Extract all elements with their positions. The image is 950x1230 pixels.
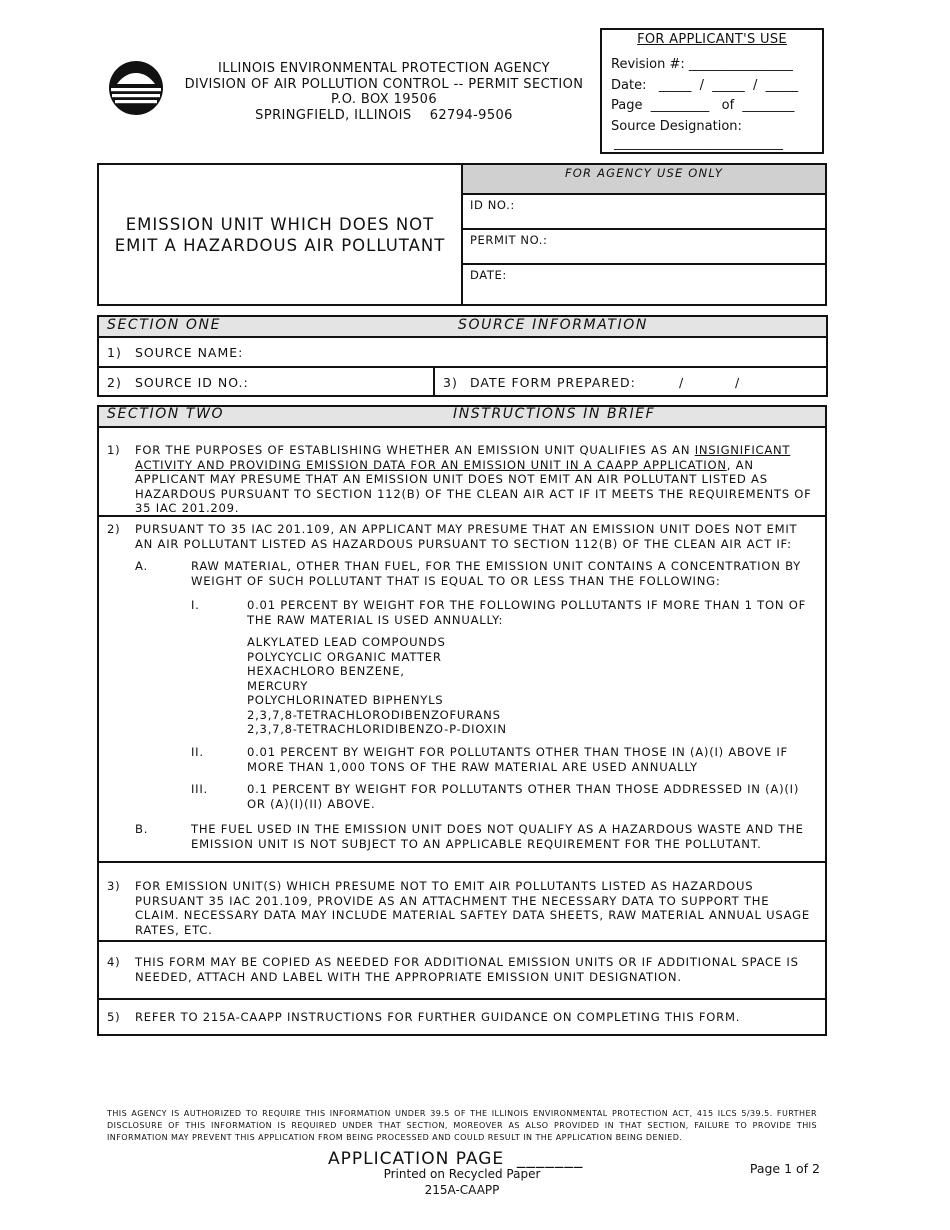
agency-name: ILLINOIS ENVIRONMENTAL PROTECTION AGENCY [217, 61, 550, 76]
sub-a-label: A. [135, 559, 148, 573]
item-5-text: REFER TO 215A-CAAPP INSTRUCTIONS FOR FURTHER GUIDANCE ON COMPLETING THIS FORM. [135, 1010, 741, 1024]
item-1-number: 1) [107, 443, 121, 457]
item-2-text: PURSUANT TO 35 IAC 201.109, AN APPLICANT MAY PRESUME THAT AN EMISSION UNIT DOES NOT EMIT AN AIR POLLUTANT LISTED AS HAZARDOUS PURSUANT TO SECTION 112(B) OF THE CLEAN AIR ACT IF: [135, 522, 798, 551]
revision-field[interactable]: Revision #: ________________ [611, 57, 793, 72]
item-1-text-a: FOR THE PURPOSES OF ESTABLISHING WHETHER AN EMISSION UNIT QUALIFIES AS AN [135, 443, 695, 457]
instruction-item-2 [99, 517, 825, 863]
item-5-number: 5) [107, 1010, 121, 1024]
section-one-header [99, 317, 826, 338]
source-name-label: SOURCE NAME: [135, 345, 244, 360]
legal-notice: THIS AGENCY IS AUTHORIZED TO REQUIRE THIS INFORMATION UNDER 39.5 OF THE ILLINOIS ENVIRONMENTAL PROTECTION ACT, 415 ILCS 5/39.5. FURTHER DISCLOSURE OF THIS INFORMATION IS REQUIRED UNDER THAT SECTION, MOREOVER AS ALSO PROVIDED IN THAT SECTION, FAILURE TO PROVIDE THIS INFORMATION MAY PREVENT THIS APPLICATION FROM BEING PROCESSED AND COULD RESULT IN THE APPLICATION BEING DENIED. [107, 1109, 817, 1142]
section-two-header [99, 407, 825, 428]
instruction-item-3 [99, 863, 825, 942]
agency-id-field[interactable]: ID NO.: [463, 195, 825, 230]
sub-a-ii-label: II. [191, 745, 204, 759]
agency-permit-field[interactable]: PERMIT NO.: [463, 230, 825, 265]
source-designation-label: Source Designation: [611, 119, 742, 134]
q2-number: 2) [107, 375, 122, 390]
list-item: POLYCYCLIC ORGANIC MATTER [247, 649, 442, 664]
item-4-text: THIS FORM MAY BE COPIED AS NEEDED FOR ADDITIONAL EMISSION UNITS OR IF ADDITIONAL SPACE IS NEEDED, ATTACH AND LABEL WITH THE APPROPRIATE EMISSION UNIT DESIGNATION. [135, 955, 799, 984]
sub-a-iii-label: III. [191, 782, 208, 796]
q3-number: 3) [443, 375, 458, 390]
section-two-label: SECTION TWO [107, 406, 225, 422]
list-item: HEXACHLORO BENZENE, [247, 664, 405, 678]
page-of-field[interactable]: Page _________ of ________ [611, 98, 795, 113]
section-one-label: SECTION ONE [107, 317, 222, 333]
date-slash-1: / [679, 375, 685, 390]
form-title [99, 165, 463, 304]
sub-a-text: RAW MATERIAL, OTHER THAN FUEL, FOR THE EMISSION UNIT CONTAINS A CONCENTRATION BY WEIGHT OF SUCH POLLUTANT THAT IS EQUAL TO OR LESS THAN THE FOLLOWING: [191, 559, 801, 588]
agency-po-box: P.O. BOX 19506 [330, 92, 437, 107]
sub-a-i-text: 0.01 PERCENT BY WEIGHT FOR THE FOLLOWING POLLUTANTS IF MORE THAN 1 TON OF THE RAW MATERIAL IS USED ANNUALLY: [247, 598, 806, 627]
agency-use-header: FOR AGENCY USE ONLY [463, 165, 825, 195]
section-one [97, 315, 828, 397]
instruction-item-1 [99, 428, 825, 517]
section-two-title: INSTRUCTIONS IN BRIEF [453, 406, 656, 422]
revision-date-field[interactable]: Date: _____ / _____ / _____ [611, 78, 799, 93]
form-number: 215A-CAAPP [424, 1183, 500, 1197]
sub-b-label: B. [135, 822, 149, 836]
item-4-number: 4) [107, 955, 121, 969]
sub-a-iii-text: 0.1 PERCENT BY WEIGHT FOR POLLUTANTS OTHER THAN THOSE ADDRESSED IN (A)(I) OR (A)(I)(II) ABOVE. [247, 782, 800, 811]
source-id-label: SOURCE ID NO.: [135, 375, 249, 390]
recycled-paper-note: Printed on Recycled Paper [383, 1167, 541, 1181]
list-item: POLYCHLORINATED BIPHENYLS [247, 693, 444, 707]
item-1-text-b: , AN APPLICANT MAY PRESUME THAT AN EMISSION UNIT DOES NOT EMIT AN AIR POLLUTANT LISTED AS HAZARDOUS PURSUANT TO SECTION 112(B) OF THE CLEAN AIR ACT IF IT MEETS THE REQUIREMENTS OF 35 IAC 201.209. [135, 457, 812, 515]
date-prepared-field[interactable] [435, 368, 826, 397]
section-two [97, 405, 827, 1036]
source-id-row [99, 368, 826, 397]
form-title-line1: EMISSION UNIT WHICH DOES NOT [125, 214, 435, 234]
form-title-line2: EMIT A HAZARDOUS AIR POLLUTANT [114, 235, 446, 255]
item-1-underline-2: ACTIVITY AND PROVIDING EMISSION DATA FOR AN EMISSION UNIT IN A CAAPP APPLICATION [135, 457, 727, 472]
sub-a-i-label: I. [191, 598, 200, 612]
agency-city: SPRINGFIELD, ILLINOIS 62794-9506 [255, 107, 513, 123]
list-item: 2,3,7,8-TETRACHLORODIBENZOFURANS [247, 707, 501, 722]
application-page-label: APPLICATION PAGE _______ [328, 1149, 584, 1169]
source-designation-field[interactable]: __________________________ [614, 136, 783, 151]
instruction-item-5 [99, 1000, 825, 1036]
item-1-underline-1: INSIGNIFICANT [694, 443, 791, 457]
sub-a-ii-text: 0.01 PERCENT BY WEIGHT FOR POLLUTANTS OTHER THAN THOSE IN (A)(I) ABOVE IF MORE THAN 1,000 TONS OF THE RAW MATERIAL ARE USED ANNUALLY [247, 745, 788, 774]
list-item: ALKYLATED LEAD COMPOUNDS [247, 635, 446, 649]
applicant-use-box [600, 28, 824, 154]
q1-number: 1) [107, 345, 122, 360]
item-3-number: 3) [107, 879, 121, 893]
source-name-row[interactable] [99, 338, 826, 368]
form-title-box [97, 163, 827, 306]
item-1-text [135, 443, 815, 516]
agency-use-panel [463, 165, 825, 304]
section-one-title: SOURCE INFORMATION [458, 317, 648, 333]
date-prepared-label: DATE FORM PREPARED: [470, 375, 636, 390]
applicant-box-title: FOR APPLICANT'S USE [637, 32, 787, 47]
agency-division: DIVISION OF AIR POLLUTION CONTROL -- PERMIT SECTION [184, 76, 584, 92]
instruction-item-4 [99, 942, 825, 1000]
item-3-text: FOR EMISSION UNIT(S) WHICH PRESUME NOT TO EMIT AIR POLLUTANTS LISTED AS HAZARDOUS PURSUANT 35 IAC 201.109, PROVIDE AS AN ATTACHMENT THE NECESSARY DATA TO SUPPORT THE CLAIM. NECESSARY DATA MAY INCLUDE MATERIAL SAFTEY DATA SHEETS, RAW MATERIAL ANNUAL USAGE RATES, ETC. [135, 879, 810, 937]
list-item: MERCURY [247, 678, 309, 693]
date-slash-2: / [735, 375, 741, 390]
source-id-field[interactable] [99, 368, 435, 397]
pollutant-list [247, 635, 647, 737]
iepa-logo-icon [107, 59, 165, 117]
agency-date-field[interactable]: DATE: [470, 268, 507, 282]
page-number: Page 1 of 2 [749, 1161, 820, 1176]
item-2-number: 2) [107, 522, 121, 536]
agency-header [176, 61, 592, 123]
list-item: 2,3,7,8-TETRACHLORIDIBENZO-P-DIOXIN [247, 722, 507, 736]
sub-b-text: THE FUEL USED IN THE EMISSION UNIT DOES NOT QUALIFY AS A HAZARDOUS WASTE AND THE EMISSION UNIT IS NOT SUBJECT TO AN APPLICABLE REQUIREMENT FOR THE POLLUTANT. [191, 822, 804, 851]
